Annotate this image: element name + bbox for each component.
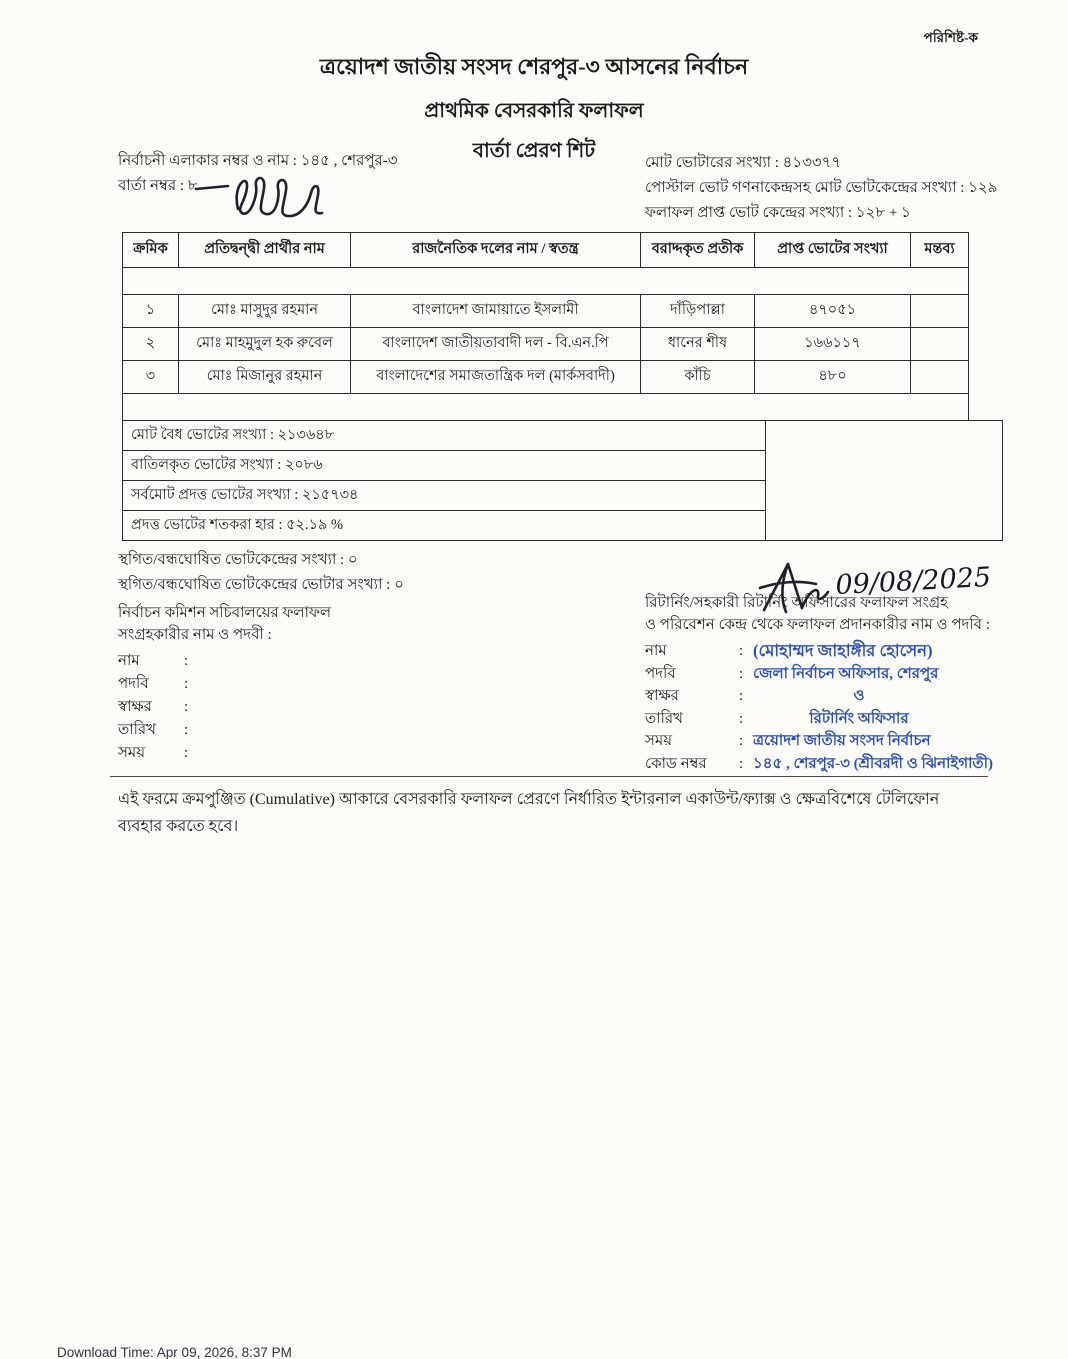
empty-cell [123,268,969,295]
colon: : [184,676,189,692]
empty-cell [123,394,969,421]
download-time-label: Download Time: Apr 09, 2026, 8:37 PM [57,1345,292,1359]
constituency-number-line: নির্বাচনী এলাকার নম্বর ও নাম : ১৪৫ , শেরপুর-৩ [118,153,398,169]
field-date [118,719,331,742]
cell-symbol: দাঁড়িপাল্লা [641,295,755,328]
cell-votes: ৪৮০ [755,361,911,394]
colon: : [184,722,189,738]
col-header-candidate: প্রতিদ্বন্দ্বী প্রার্থীর নাম [179,233,351,268]
left-block-fields [118,650,331,765]
field-signature [118,696,331,719]
subtitle-preliminary-results: প্রাথমিক বেসরকারি ফলাফল [424,100,644,122]
colon: : [184,745,189,761]
handwritten-date: 09/08/2025 [834,561,992,601]
cell-party: বাংলাদেশের সমাজতান্ত্রিক দল (মার্কসবাদী) [351,361,641,394]
colon: : [739,643,744,659]
field-label: সময় [645,733,673,749]
field-label: পদবি [118,676,149,692]
turnout-line: প্রদত্ত ভোটের শতকরা হার : ৫২.১৯ % [123,511,766,541]
colon: : [184,699,189,715]
field-value [198,650,331,673]
appendix-label: পরিশিষ্ট-ক [923,30,978,45]
field-value [198,696,331,719]
constituency-code-stamp: ১৪৫ , শেরপুর-৩ (শ্রীবরদী ও ঝিনাইগাতী) [753,755,993,772]
cell-remarks [911,361,969,394]
cell-remarks [911,295,969,328]
field-designation [645,663,1005,686]
table-row [123,361,969,394]
field-code-number [645,753,1005,776]
horizontal-divider [110,776,988,777]
cancelled-votes-line: বাতিলকৃত ভোটের সংখ্যা : ২০৮৬ [123,451,766,481]
returning-officer-stamp: রিটার্নিং অফিসার [809,710,909,727]
colon: : [184,653,189,669]
results-header-row [123,233,969,268]
returning-officer-block [645,592,1005,775]
empty-spacer-row [123,268,969,295]
colon: : [739,733,744,749]
voter-summary-info [645,151,997,226]
totals-row [123,421,1003,451]
totals-table [122,420,1003,541]
message-number-line: বার্তা নম্বর : ৮ [118,178,198,194]
ec-secretariat-collector-block [118,602,331,765]
cell-candidate: মোঃ মাসুদুর রহমান [179,295,351,328]
subtitle-message-sheet: বার্তা প্রেরণ শিট [472,140,596,162]
col-header-party: রাজনৈতিক দলের নাম / স্বতন্ত্র [351,233,641,268]
results-table [122,232,969,421]
left-block-heading-1: নির্বাচন কমিশন সচিবালয়ের ফলাফল [118,605,332,621]
field-time [118,742,331,765]
field-signature [645,685,1005,708]
election-name-stamp: ত্রয়োদশ জাতীয় সংসদ নির্বাচন [753,733,931,749]
instruction-note: এই ফরমে ক্রমপুঞ্জিত (Cumulative) আকারে বেসরকারি ফলাফল প্রেরণে নির্ধারিত ইন্টারনাল একাউন্ট/ফ্যাক্স ও ক্ষেত্রবিশেষে টেলিফোন ব্যবহার করতে হবে। [118,791,940,835]
field-name [118,650,331,673]
cell-symbol: ধানের শীষ [641,328,755,361]
field-value [198,719,331,742]
cell-serial: ২ [123,328,179,361]
col-header-symbol: বরাদ্দকৃত প্রতীক [641,233,755,268]
field-label: নাম [645,643,667,659]
field-time [645,730,1005,753]
field-designation [118,673,331,696]
handwritten-note [190,163,340,225]
col-header-remarks: মন্তব্য [911,233,969,268]
cell-serial: ৩ [123,361,179,394]
table-row [123,295,969,328]
cell-candidate: মোঃ মাহমুদুল হক রুবেল [179,328,351,361]
field-value [198,673,331,696]
field-label: তারিখ [645,710,683,727]
cell-party: বাংলাদেশ জাতীয়তাবাদী দল - বি.এন.পি [351,328,641,361]
suspended-centers-info [118,548,404,598]
cell-candidate: মোঃ মিজানুর রহমান [179,361,351,394]
field-date [645,708,1005,731]
colon: : [739,755,744,772]
stamp-conjunction: ও [853,688,865,704]
right-block-heading-2: ও পরিবেশন কেন্দ্র থেকে ফলাফল প্রদানকারীর নাম ও পদবি : [645,617,990,633]
suspended-centers-line: স্থগিত/বন্ধঘোষিত ভোটকেন্দ্রের সংখ্যা : ০ [118,552,358,568]
colon: : [739,710,744,727]
page-title: ত্রয়োদশ জাতীয় সংসদ শেরপুর-৩ আসনের নির্বাচন [319,54,749,79]
cell-serial: ১ [123,295,179,328]
field-label: কোড নম্বর [645,755,707,772]
right-block-heading-1: রিটার্নিং/সহকারী রিটার্নিং অফিসারের ফলাফল সংগ্রহ [645,595,949,611]
field-label: নাম [118,653,140,669]
field-label: স্বাক্ষর [645,688,679,704]
col-header-serial: ক্রমিক [123,233,179,268]
valid-votes-line: মোট বৈধ ভোটের সংখ্যা : ২১৩৬৪৮ [123,421,766,451]
field-name [645,640,1005,663]
cell-votes: ১৬৬১১৭ [755,328,911,361]
suspended-voters-line: স্থগিত/বন্ধঘোষিত ভোটকেন্দ্রের ভোটার সংখ্যা : ০ [118,577,404,593]
cell-votes: ৪৭০৫১ [755,295,911,328]
col-header-votes: প্রাপ্ত ভোটের সংখ্যা [755,233,911,268]
right-block-fields [645,640,1005,775]
colon: : [739,688,744,704]
field-label: তারিখ [118,722,156,738]
cell-symbol: কাঁচি [641,361,755,394]
total-cast-line: সর্বমোট প্রদত্ত ভোটের সংখ্যা : ২১৫৭৩৪ [123,481,766,511]
field-label: স্বাক্ষর [118,699,152,715]
officer-name-stamp: (মোহাম্মদ জাহাঙ্গীর হোসেন) [753,641,933,660]
empty-spacer-row [123,394,969,421]
cell-party: বাংলাদেশ জামায়াতে ইসলামী [351,295,641,328]
total-voters-line: মোট ভোটারের সংখ্যা : ৪১৩৩৭৭ [645,155,842,171]
received-centers-line: ফলাফল প্রাপ্ত ভোট কেন্দ্রের সংখ্যা : ১২৮ + ১ [645,205,911,221]
table-row [123,328,969,361]
field-label: পদবি [645,665,676,682]
left-block-heading-2: সংগ্রহকারীর নাম ও পদবী : [118,627,272,643]
total-centers-line: পোস্টাল ভোট গণনাকেন্দ্রসহ মোট ভোটকেন্দ্রের সংখ্যা : ১২৯ [645,180,998,196]
totals-empty-cell [766,421,1003,541]
cell-remarks [911,328,969,361]
officer-designation-stamp: জেলা নির্বাচন অফিসার, শেরপুর [753,665,939,682]
colon: : [739,665,744,682]
field-value [198,742,331,765]
field-label: সময় [118,745,146,761]
